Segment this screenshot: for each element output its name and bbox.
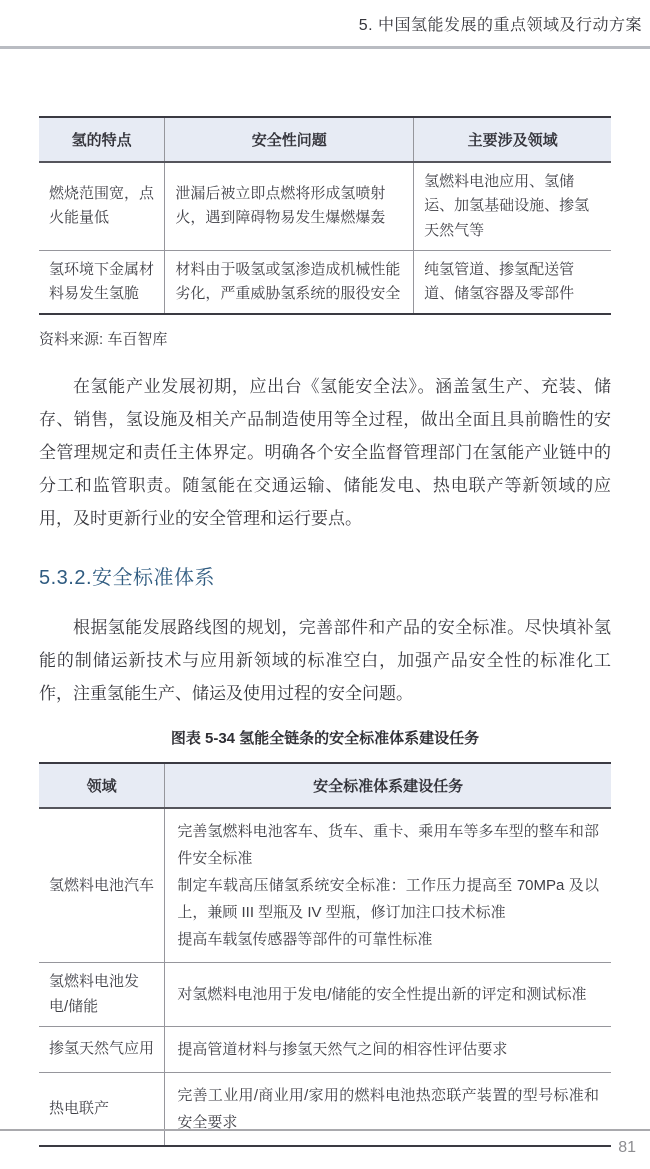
area-cell: 热电联产 — [39, 1073, 165, 1147]
column-header-related-fields: 主要涉及领域 — [414, 117, 611, 162]
task-line: 完善氢燃料电池客车、货车、重卡、乘用车等多车型的整车和部件安全标准 — [177, 823, 599, 868]
table-header-row — [39, 763, 611, 808]
hydrogen-safety-table — [39, 116, 611, 315]
task-line: 完善工业用/商业用/家用的燃料电池热恋联产装置的型号标准和安全要求 — [177, 1087, 599, 1132]
tasks-cell — [165, 963, 611, 1027]
table-row — [39, 1073, 611, 1147]
standards-tasks-table — [39, 762, 611, 1147]
header-rule — [0, 46, 650, 49]
column-header-safety-issue: 安全性问题 — [165, 117, 414, 162]
task-line: 制定车载高压储氢系统安全标准：工作压力提高至 70MPa 及以上，兼顾 III 型瓶及 IV 型瓶，修订加注口技术标准 — [177, 877, 599, 922]
chapter-title: 5. 中国氢能发展的重点领域及行动方案 — [358, 17, 642, 34]
page-number: 81 — [618, 1139, 636, 1156]
figure-caption: 图表 5-34 氢能全链条的安全标准体系建设任务 — [170, 730, 480, 748]
task-line: 提高管道材料与掺氢天然气之间的相容性评估要求 — [177, 1041, 508, 1059]
page-content — [39, 116, 611, 1147]
table-cell: 燃烧范围宽，点火能量低 — [49, 185, 155, 227]
table-row — [39, 250, 611, 314]
area-cell: 氢燃料电池发电/储能 — [39, 963, 165, 1027]
footer-rule — [0, 1129, 650, 1131]
table-cell: 泄漏后被立即点燃将形成氢喷射火，遇到障碍物易发生爆燃爆轰 — [165, 162, 414, 250]
source-note: 资料来源: 车百智库 — [39, 331, 168, 349]
column-header-hydrogen-trait: 氢的特点 — [39, 117, 165, 162]
task-line: 对氢燃料电池用于发电/储能的安全性提出新的评定和测试标准 — [177, 986, 587, 1004]
column-header-tasks: 安全标准体系建设任务 — [165, 763, 611, 808]
tasks-cell — [165, 808, 611, 963]
running-header — [0, 0, 650, 35]
table-row — [39, 162, 611, 250]
table-cell: 氢环境下金属材料易发生氢脆 — [39, 250, 165, 314]
table-row — [39, 808, 611, 963]
area-cell: 氢燃料电池汽车 — [49, 876, 155, 894]
area-cell: 掺氢天然气应用 — [39, 1027, 165, 1073]
table-row — [39, 1027, 611, 1073]
section-heading-5-3-2: 5.3.2.安全标准体系 — [39, 567, 216, 590]
column-header-area: 领域 — [39, 763, 165, 808]
paragraph-standards: 根据氢能发展路线图的规划，完善部件和产品的安全标准。尽快填补氢能的制储运新技术与应用新领域的标准空白，加强产品安全性的标准化工作，注重氢能生产、储运及使用过程的安全问题。 — [39, 618, 611, 704]
table-cell: 纯氢管道、掺氢配送管道、储氢容器及零部件 — [414, 250, 611, 314]
table-header-row — [39, 117, 611, 162]
table-cell: 材料由于吸氢或氢渗造成机械性能劣化，严重威胁氢系统的服役安全 — [165, 250, 414, 314]
table-row — [39, 963, 611, 1027]
table-cell: 氢燃料电池应用、氢储运、加氢基础设施、掺氢天然气等 — [414, 162, 611, 250]
paragraph-safety-law: 在氢能产业发展初期，应出台《氢能安全法》。涵盖氢生产、充装、储存、销售，氢设施及相关产品制造使用等全过程，做出全面且具前瞻性的安全管理规定和责任主体界定。明确各个安全监督管理部门在氢能产业链中的分工和监管职责。随氢能在交通运输、储能发电、热电联产等新领域的应用，及时更新行业的安全管理和运行要点。 — [39, 377, 611, 529]
tasks-cell — [165, 1073, 611, 1147]
task-line: 提高车载氢传感器等部件的可靠性标准 — [177, 931, 433, 949]
tasks-cell — [165, 1027, 611, 1073]
